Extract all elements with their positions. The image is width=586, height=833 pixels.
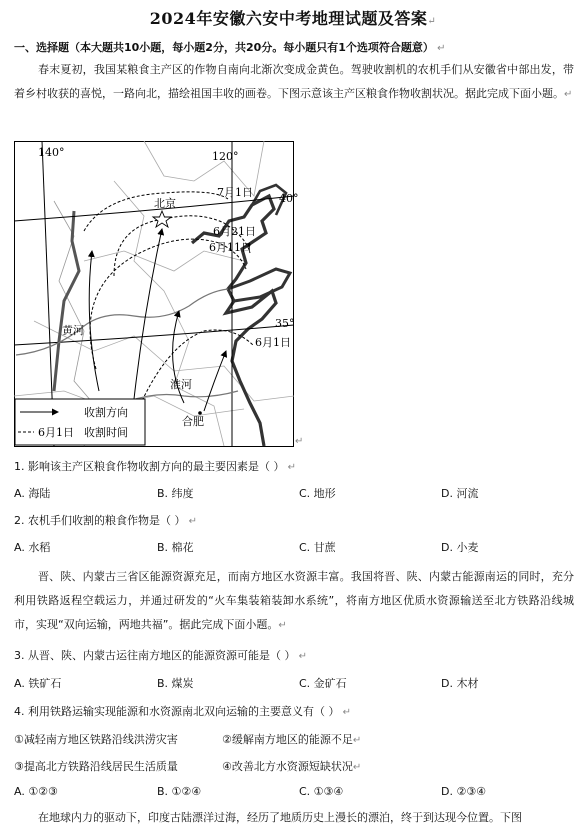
q1-option-b[interactable]: B. 纬度 (157, 487, 194, 500)
q3-option-a[interactable]: A. 铁矿石 (14, 677, 62, 690)
q4-option-a[interactable]: A. ①②③ (14, 785, 58, 798)
section-heading: 一、选择题（本大题共10小题，每小题2分，共20分。每小题只有1个选项符合题意） ↵ (14, 41, 446, 54)
harvest-map (14, 141, 299, 447)
passage-1: 春末夏初，我国某粮食主产区的作物自南向北渐次变成金黄色。驾驶收割机的农机手们从安徽省中部出发，带着乡村收获的喜悦，一路向北，描绘祖国丰收的画卷。下图示意该主产区粮食作物收割状况。据此完成下面小题。↵ (14, 63, 574, 100)
q4-item-2: ②缓解南方地区的能源不足↵ (222, 733, 362, 746)
label-huaihe: 淮河 (170, 378, 192, 391)
q4-option-c[interactable]: C. ①③④ (299, 785, 344, 798)
q4-option-d[interactable]: D. ②③④ (441, 785, 487, 798)
label-date-0611: 6月11日 (209, 241, 252, 254)
q4-item-1: ①减轻南方地区铁路沿线洪涝灾害 (14, 733, 178, 746)
return-mark: ↵ (295, 436, 304, 447)
q4-option-b[interactable]: B. ①②④ (157, 785, 202, 798)
passage-3: 在地球内力的驱动下，印度古陆漂洋过海，经历了地质历史上漫长的漂泊，终于到达现今位置。下图 (38, 811, 522, 824)
label-huanghe: 黄河 (62, 324, 84, 337)
q4-item-3: ③提高北方铁路沿线居民生活质量 (14, 760, 178, 773)
question-4: 4. 利用铁路运输实现能源和水资源南北双向运输的主要意义有（ ） ↵ (14, 705, 352, 718)
legend-time: 收割时间 (84, 426, 128, 439)
label-beijing: 北京 (154, 197, 176, 210)
label-date-0701: 7月1日 (217, 186, 253, 199)
question-1: 1. 影响该主产区粮食作物收割方向的最主要因素是（ ） ↵ (14, 460, 297, 473)
legend-direction: 收割方向 (84, 406, 128, 419)
q2-option-c[interactable]: C. 甘蔗 (299, 541, 336, 554)
q4-item-4: ④改善北方水资源短缺状况↵ (222, 760, 362, 773)
q1-option-d[interactable]: D. 河流 (441, 487, 479, 500)
page-title: 2024年安徽六安中考地理试题及答案↵ (149, 9, 437, 28)
question-2: 2. 农机手们收割的粮食作物是（ ） ↵ (14, 514, 198, 527)
q3-option-b[interactable]: B. 煤炭 (157, 677, 194, 690)
label-date-0601: 6月1日 (255, 336, 291, 349)
q3-option-d[interactable]: D. 木材 (441, 677, 479, 690)
question-3: 3. 从晋、陕、内蒙古运往南方地区的能源资源可能是（ ） ↵ (14, 649, 308, 662)
q2-option-d[interactable]: D. 小麦 (441, 541, 479, 554)
q2-option-a[interactable]: A. 水稻 (14, 541, 51, 554)
q3-option-c[interactable]: C. 金矿石 (299, 677, 347, 690)
lat-label-35: 35° (275, 317, 295, 330)
label-hefei: 合肥 (182, 415, 204, 428)
label-date-0621: 6月21日 (213, 225, 256, 238)
passage-2: 晋、陕、内蒙古三省区能源资源充足，而南方地区水资源丰富。我国将晋、陕、内蒙古能源南运的同时，充分利用铁路返程空载运力，并通过研发的“火车集装箱装卸水系统”，将南方地区优质水资源输送至北方铁路沿线城市，实现“双向运输，两地共福”。据此完成下面小题。↵ (14, 570, 574, 631)
q1-option-a[interactable]: A. 海陆 (14, 487, 51, 500)
q2-option-b[interactable]: B. 棉花 (157, 541, 194, 554)
lat-label-40: 40° (279, 192, 299, 205)
lon-label-right: 120° (212, 150, 239, 163)
legend-time-date: 6月1日 (38, 426, 74, 439)
lon-label-left: 140° (38, 146, 65, 159)
q1-option-c[interactable]: C. 地形 (299, 487, 336, 500)
